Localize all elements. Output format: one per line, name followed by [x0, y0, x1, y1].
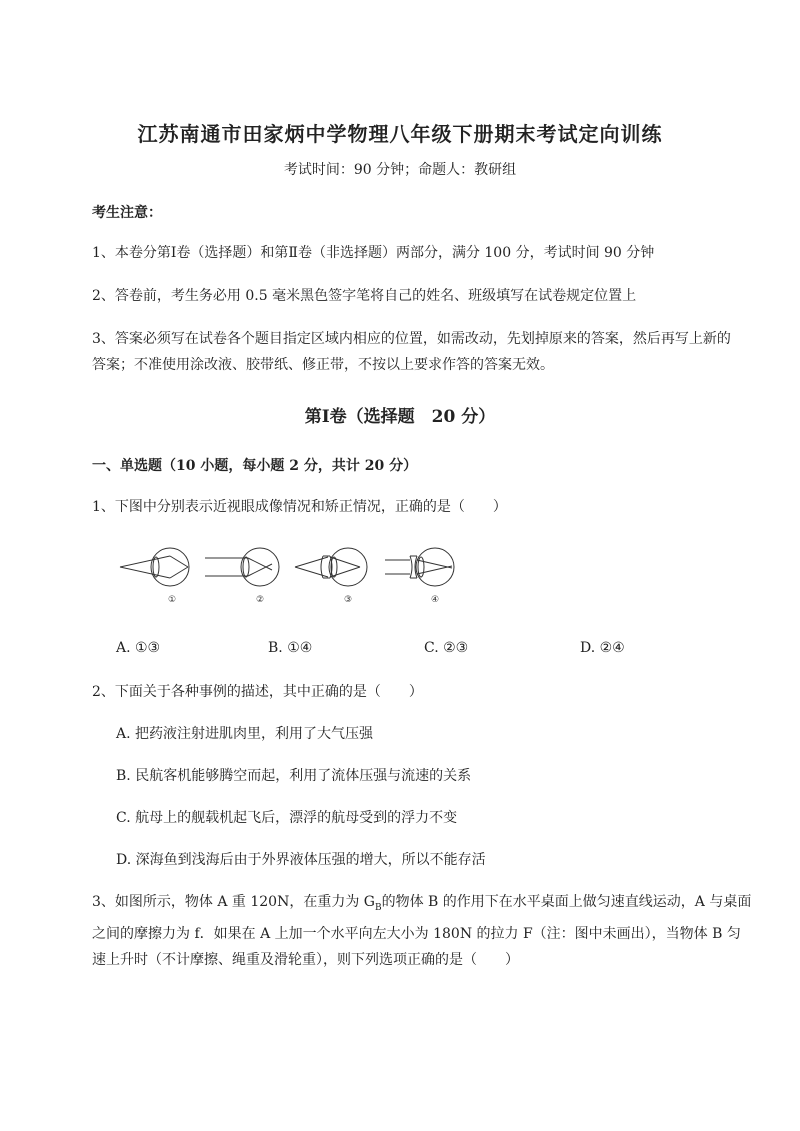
figure-label: ④: [430, 595, 440, 605]
question-3-stem: [92, 889, 752, 973]
eye-diagrams-figure: [110, 540, 470, 610]
eye-diagram-4: [385, 548, 454, 586]
figure-label: ③: [343, 595, 353, 605]
note-item: 1、本卷分第Ⅰ卷（选择题）和第Ⅱ卷（非选择题）两部分，满分 100 分，考试时间 90 分钟: [92, 245, 655, 261]
figure-label: ①: [167, 595, 177, 605]
question-2-stem: 2、下面关于各种事例的描述，其中正确的是（ ）: [92, 684, 423, 700]
question-1-option-d: D. ②④: [580, 640, 625, 656]
question-2-option-c: C. 航母上的舰载机起飞后，漂浮的航母受到的浮力不变: [116, 810, 458, 826]
page-title: 江苏南通市田家炳中学物理八年级下册期末考试定向训练: [137, 122, 663, 146]
figure-label: ②: [255, 595, 265, 605]
question-3-stem-part-2: 的物体 B 的作用下在水平桌面上做匀速直线运动，A 与桌面之间的摩擦力为 f．如果在 A 上加一个水平向左大小为 180N 的拉力 F（注：图中未画出），当物体 B 匀速上升时（不计摩擦、绳重及滑轮重），则下列选项正确的是（ ）: [92, 894, 752, 968]
note-item: 3、答案必须写在试卷各个题目指定区域内相应的位置，如需改动，先划掉原来的答案，然后再写上新的答案；不准使用涂改液、胶带纸、修正带，不按以上要求作答的答案无效。: [92, 331, 731, 373]
question-2-option-b: B. 民航客机能够腾空而起，利用了流体压强与流速的关系: [116, 768, 472, 784]
question-1-stem: 1、下图中分别表示近视眼成像情况和矫正情况，正确的是（ ）: [92, 499, 507, 515]
question-1-option-b: B. ①④: [268, 640, 313, 656]
question-1-option-a: A. ①③: [116, 640, 161, 656]
section-title: 第Ⅰ卷（选择题 20 分）: [304, 407, 496, 427]
eye-diagram-1: [120, 548, 189, 586]
question-3-stem-part-1: 3、如图所示，物体 A 重 120N，在重力为 G: [92, 894, 375, 910]
eye-diagram-3: [295, 548, 367, 586]
notes-heading: 考生注意：: [92, 205, 162, 221]
exam-info: 考试时间：90 分钟；命题人：教研组: [283, 162, 517, 178]
part-heading: 一、单选题（10 小题，每小题 2 分，共计 20 分）: [92, 458, 418, 474]
subscript-b: B: [374, 902, 382, 913]
question-1-option-c: C. ②③: [424, 640, 469, 656]
question-2-option-a: A. 把药液注射进肌肉里，利用了大气压强: [116, 726, 374, 742]
question-2-option-d: D. 深海鱼到浅海后由于外界液体压强的增大，所以不能存活: [116, 852, 486, 868]
eye-diagram-2: [205, 548, 279, 586]
note-item: 2、答卷前，考生务必用 0.5 毫米黑色签字笔将自己的姓名、班级填写在试卷规定位置上: [92, 288, 637, 304]
